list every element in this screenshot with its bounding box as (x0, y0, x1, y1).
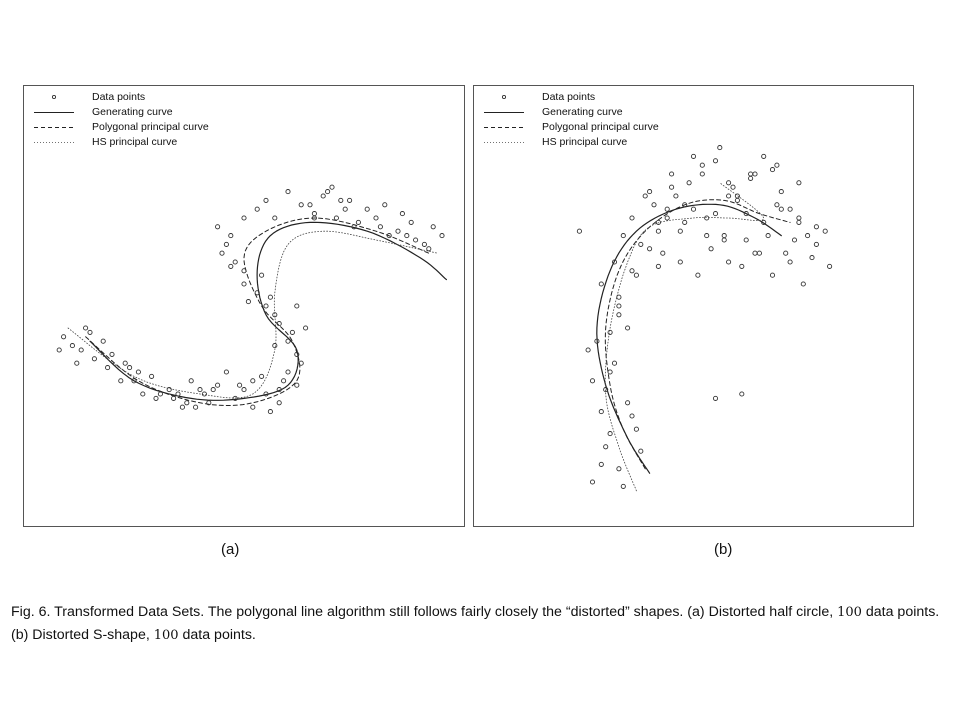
data-point (740, 264, 744, 268)
data-point (626, 326, 630, 330)
data-point (735, 194, 739, 198)
legend-key-solid-line-icon (484, 105, 524, 120)
data-point (797, 181, 801, 185)
panel-label-a: (a) (221, 541, 240, 558)
data-point (691, 154, 695, 158)
data-point (621, 234, 625, 238)
data-point (238, 383, 242, 387)
caption-suffix: data points. (178, 627, 256, 643)
data-point (251, 405, 255, 409)
data-point (779, 190, 783, 194)
data-point (630, 216, 634, 220)
data-point (713, 396, 717, 400)
data-point (158, 392, 162, 396)
data-point (621, 484, 625, 488)
data-point (383, 203, 387, 207)
data-point (189, 379, 193, 383)
data-point (440, 234, 444, 238)
data-point (136, 370, 140, 374)
data-point (233, 260, 237, 264)
data-point (617, 467, 621, 471)
data-point (216, 225, 220, 229)
data-point (705, 216, 709, 220)
data-point (788, 207, 792, 211)
data-point (670, 172, 674, 176)
data-point (409, 220, 413, 224)
data-point (665, 207, 669, 211)
data-point (356, 220, 360, 224)
data-point (779, 207, 783, 211)
data-point (242, 216, 246, 220)
data-point (740, 392, 744, 396)
figure-caption (11, 601, 951, 647)
legend-row-data-points (484, 90, 659, 105)
data-point (123, 361, 127, 365)
legend-row-hs-curve (484, 135, 659, 150)
data-point (268, 410, 272, 414)
data-point (766, 234, 770, 238)
plot-canvas-b (474, 86, 913, 526)
data-point (700, 163, 704, 167)
data-point (378, 225, 382, 229)
data-point (775, 163, 779, 167)
data-point (801, 282, 805, 286)
plot-panel-b (473, 85, 914, 527)
data-point (753, 251, 757, 255)
data-point (814, 225, 818, 229)
data-point (88, 330, 92, 334)
data-point (101, 339, 105, 343)
data-point (57, 348, 61, 352)
data-point (749, 172, 753, 176)
data-point (648, 190, 652, 194)
data-point (604, 445, 608, 449)
data-point (674, 194, 678, 198)
legend-key-dashed-line-icon (484, 120, 524, 135)
data-point (683, 220, 687, 224)
generating-curve (597, 204, 782, 473)
data-point (590, 480, 594, 484)
data-point (110, 352, 114, 356)
data-point (784, 251, 788, 255)
data-point (792, 238, 796, 242)
data-point (687, 181, 691, 185)
data-point (661, 251, 665, 255)
data-point (727, 181, 731, 185)
data-point (202, 392, 206, 396)
data-point (678, 260, 682, 264)
data-point (749, 176, 753, 180)
data-point (599, 462, 603, 466)
data-point (229, 234, 233, 238)
legend-label: HS principal curve (542, 136, 628, 148)
data-point (321, 194, 325, 198)
data-point (630, 269, 634, 273)
polygonal-curve (86, 218, 429, 406)
data-point (211, 388, 215, 392)
data-point (630, 414, 634, 418)
data-point (652, 203, 656, 207)
data-point (295, 304, 299, 308)
data-point (427, 247, 431, 251)
data-point (775, 203, 779, 207)
caption-count-a: 100 (837, 605, 862, 620)
data-point (290, 330, 294, 334)
data-point (343, 207, 347, 211)
data-point (119, 379, 123, 383)
data-point (691, 207, 695, 211)
data-point (643, 194, 647, 198)
data-point (665, 216, 669, 220)
data-point (224, 242, 228, 246)
legend-key-marker-icon (34, 90, 74, 105)
data-point (700, 172, 704, 176)
caption-count-b: 100 (153, 628, 179, 643)
data-point (814, 242, 818, 246)
data-point (70, 344, 74, 348)
panel-label-b: (b) (714, 541, 733, 558)
legend-key-marker-icon (484, 90, 524, 105)
data-point (242, 282, 246, 286)
data-point (92, 357, 96, 361)
data-point (810, 256, 814, 260)
data-point (255, 207, 259, 211)
data-point (656, 264, 660, 268)
data-point (246, 300, 250, 304)
legend-label: Generating curve (92, 106, 173, 118)
data-point (656, 229, 660, 233)
caption-middle: data points. (b) Distorted S-shape, (11, 604, 940, 643)
data-point (260, 273, 264, 277)
data-point (608, 330, 612, 334)
legend-row-polygonal-curve (484, 120, 659, 135)
data-point (705, 234, 709, 238)
legend-key-dotted-line-icon (34, 135, 74, 150)
data-point (348, 198, 352, 202)
data-point (722, 234, 726, 238)
legend-label: Generating curve (542, 106, 623, 118)
data-point (788, 260, 792, 264)
data-point (696, 273, 700, 277)
data-point (797, 216, 801, 220)
data-point (757, 251, 761, 255)
data-point (727, 194, 731, 198)
data-point (264, 304, 268, 308)
legend-label: Data points (92, 91, 146, 103)
polygonal-curve (605, 200, 790, 469)
data-point (251, 379, 255, 383)
data-point (198, 388, 202, 392)
legend-row-generating-curve (484, 105, 659, 120)
legend-row-polygonal-curve (34, 120, 209, 135)
data-point (612, 361, 616, 365)
data-point (648, 247, 652, 251)
data-point (365, 207, 369, 211)
data-point (727, 260, 731, 264)
legend-key-solid-line-icon (34, 105, 74, 120)
data-point (599, 282, 603, 286)
data-point (229, 264, 233, 268)
data-point (634, 273, 638, 277)
data-point (242, 388, 246, 392)
data-point (312, 212, 316, 216)
legend-label: HS principal curve (92, 136, 178, 148)
data-point (713, 212, 717, 216)
data-point (770, 168, 774, 172)
legend-label: Polygonal principal curve (92, 121, 209, 133)
data-point (422, 242, 426, 246)
data-point (670, 185, 674, 189)
legend-row-data-points (34, 90, 209, 105)
data-point (599, 410, 603, 414)
data-point (286, 190, 290, 194)
data-point (282, 379, 286, 383)
data-point (577, 229, 581, 233)
data-point (295, 383, 299, 387)
data-point (286, 370, 290, 374)
data-point (718, 146, 722, 150)
data-point (106, 366, 110, 370)
data-point (608, 370, 612, 374)
data-point (400, 212, 404, 216)
data-point (128, 366, 132, 370)
legend-key-dotted-line-icon (484, 135, 524, 150)
data-point (770, 273, 774, 277)
data-point (339, 198, 343, 202)
data-point (617, 313, 621, 317)
data-point (172, 396, 176, 400)
data-point (79, 348, 83, 352)
data-point (396, 229, 400, 233)
data-point (150, 374, 154, 378)
data-point (590, 379, 594, 383)
data-point (405, 234, 409, 238)
data-point (304, 326, 308, 330)
data-point (167, 388, 171, 392)
legend-row-generating-curve (34, 105, 209, 120)
legend-a (34, 90, 209, 150)
data-point (797, 220, 801, 224)
data-point (731, 185, 735, 189)
data-point (273, 216, 277, 220)
data-point (639, 449, 643, 453)
data-point (709, 247, 713, 251)
legend-key-dashed-line-icon (34, 120, 74, 135)
data-point (84, 326, 88, 330)
data-point (194, 405, 198, 409)
data-point (264, 198, 268, 202)
data-point (608, 432, 612, 436)
data-point (185, 401, 189, 405)
data-point (823, 229, 827, 233)
data-point (260, 374, 264, 378)
data-point (220, 251, 224, 255)
data-point (753, 172, 757, 176)
legend-label: Polygonal principal curve (542, 121, 659, 133)
data-point (308, 203, 312, 207)
data-point (634, 427, 638, 431)
data-point (286, 339, 290, 343)
data-point (678, 229, 682, 233)
data-point (586, 348, 590, 352)
data-point (713, 159, 717, 163)
data-point (216, 383, 220, 387)
data-point (224, 370, 228, 374)
data-point (299, 203, 303, 207)
data-point (735, 198, 739, 202)
data-point (330, 185, 334, 189)
data-point (273, 344, 277, 348)
data-point (62, 335, 66, 339)
data-point (617, 304, 621, 308)
data-point (334, 216, 338, 220)
data-point (828, 264, 832, 268)
data-point (806, 234, 810, 238)
data-point (722, 238, 726, 242)
data-point (414, 238, 418, 242)
data-point (180, 405, 184, 409)
legend-label: Data points (542, 91, 596, 103)
legend-row-hs-curve (34, 135, 209, 150)
data-point (268, 295, 272, 299)
plot-canvas-a (24, 86, 464, 526)
data-point (326, 190, 330, 194)
data-point (617, 295, 621, 299)
legend-b (484, 90, 659, 150)
hs-curve (605, 183, 764, 491)
data-point (154, 396, 158, 400)
data-point (374, 216, 378, 220)
plot-panel-a (23, 85, 465, 527)
data-point (277, 401, 281, 405)
generating-curve (90, 222, 446, 400)
data-point (639, 242, 643, 246)
data-point (626, 401, 630, 405)
data-point (762, 154, 766, 158)
data-point (431, 225, 435, 229)
data-point (744, 238, 748, 242)
data-point (141, 392, 145, 396)
caption-prefix: Fig. 6. Transformed Data Sets. The polygonal line algorithm still follows fairly closely the “distorted” shapes. (a) Distorted half circle, (11, 604, 838, 620)
data-point (75, 361, 79, 365)
